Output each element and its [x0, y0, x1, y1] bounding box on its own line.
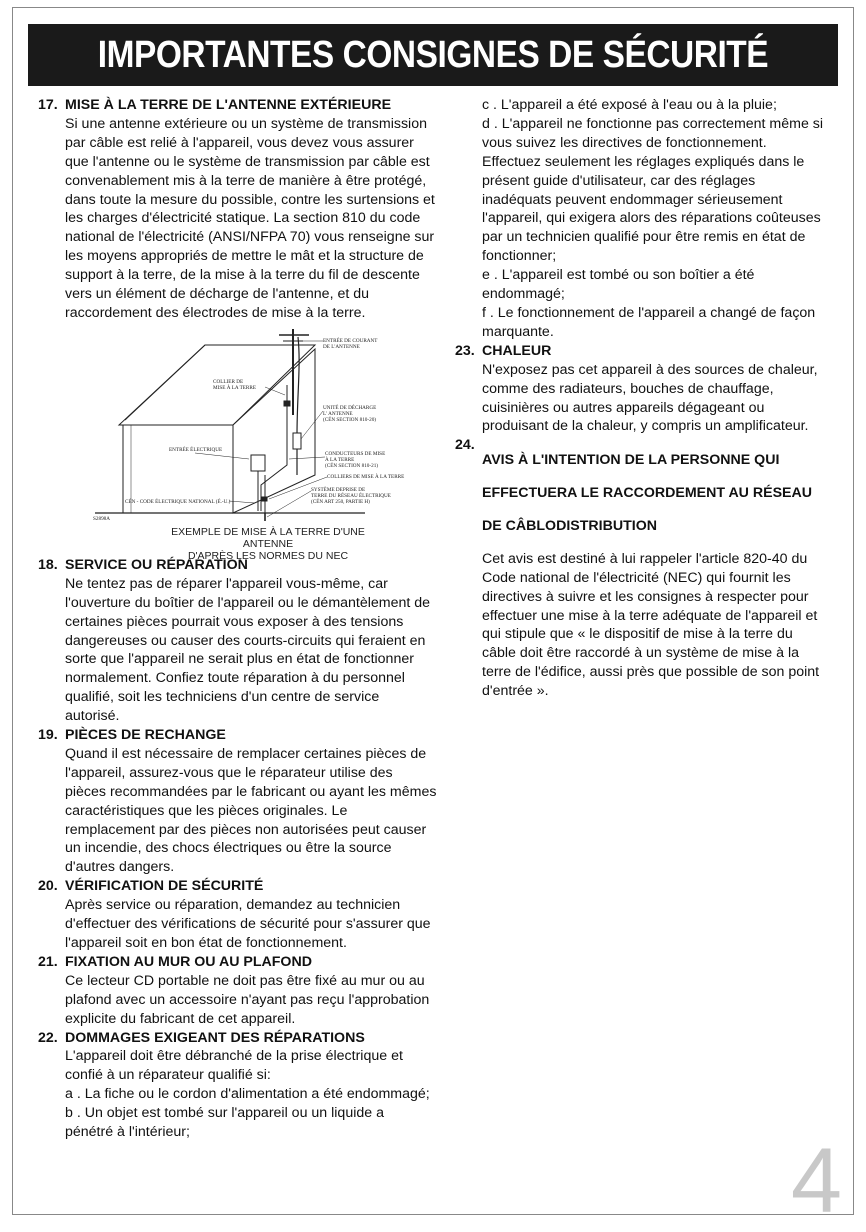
- section-body: [38, 1047, 442, 1142]
- section-body: [38, 745, 442, 877]
- section-21: [38, 953, 442, 1029]
- text-line: dans toute la mesure du possible, contre les surtensions et: [65, 191, 435, 208]
- section-body: [38, 972, 442, 1029]
- text-line: L'appareil doit être débranché de la prise électrique et: [65, 1048, 403, 1065]
- electric-service-box: [251, 455, 265, 471]
- text-line: remplacement par des pièces non autorisées peut causer: [65, 821, 427, 838]
- text-line: Quand il est nécessaire de remplacer certaines pièces de: [65, 745, 427, 762]
- section-23: [455, 342, 830, 437]
- section-heading: DOMMAGES EXIGEANT DES RÉPARATIONS: [65, 1029, 365, 1046]
- section-number: 21.: [38, 953, 58, 970]
- section-body: [455, 361, 830, 437]
- section-heading: MISE À LA TERRE DE L'ANTENNE EXTÉRIEURE: [65, 97, 392, 113]
- section-22: [38, 1029, 442, 1142]
- text-line: pénétré à l'intérieur;: [65, 1124, 190, 1141]
- text-line: Si une antenne extérieure ou un système de transmission: [65, 115, 427, 132]
- section-24: [455, 436, 830, 701]
- label-colliers: COLLIERS DE MISE À LA TERRE: [327, 473, 405, 480]
- text-line: d'entrée ».: [482, 683, 549, 700]
- figure-caption: EXEMPLE DE MISE À LA TERRE D'UNE ANTENNE D'APRÈS LES NORMES DU NEC: [171, 525, 365, 562]
- text-line: l'appareil soit en bon état de fonctionnement.: [65, 935, 347, 951]
- text-line: les moyens appropriés de mettre le mât et la structure de: [65, 248, 424, 265]
- section-title: [455, 342, 830, 361]
- section-number: 17.: [38, 97, 58, 113]
- section-title: [455, 436, 830, 549]
- section-17: [38, 96, 442, 323]
- text-line: vers un élément de décharge de l'antenne, et du: [65, 286, 370, 303]
- page-frame-top: [12, 7, 854, 8]
- text-line: produisant de la chaleur, y compris un amplificateur.: [482, 418, 809, 435]
- text-line: d . L'appareil ne fonctionne pas correctement même si: [482, 115, 824, 132]
- text-line: un incendie, des chocs électriques ou être la source: [65, 840, 392, 857]
- label-entree-electrique: ENTRÉE ÉLECTRIQUE: [169, 446, 223, 453]
- text-line: inadéquats peuvent endommager sérieusement: [482, 191, 783, 208]
- section-title: [38, 726, 442, 745]
- text-line: marquante.: [482, 323, 554, 340]
- text-line: Effectuez seulement les réglages expliqués dans le: [482, 153, 805, 170]
- section-body: [38, 115, 442, 323]
- text-line: autorisé.: [65, 708, 120, 725]
- page-number: 4: [790, 1130, 842, 1232]
- text-line: national de l'électricité (ANSI/NFPA 70) vous renseigne sur: [65, 229, 435, 246]
- label-code: S2898A: [93, 515, 111, 522]
- section-number: 20.: [38, 878, 58, 895]
- label-unite-decharge: UNITÉ DE DÉCHARGE L' ANTENNE (CÉN SECTION 810-20): [323, 404, 377, 423]
- title-banner: [28, 24, 838, 86]
- text-line: AVIS À L'INTENTION DE LA PERSONNE QUI: [482, 451, 780, 468]
- section-title: [38, 953, 442, 972]
- text-line: caractéristiques que les pièces originales. Le: [65, 802, 348, 819]
- text-line: DE CÂBLODISTRIBUTION: [482, 517, 657, 534]
- left-column: [38, 96, 442, 1142]
- text-line: câble doit être raccordé à un système de mise à la: [482, 645, 800, 662]
- section-heading: CHALEUR: [482, 342, 552, 359]
- label-collier: COLLIER DE MISE À LA TERRE: [213, 378, 256, 391]
- text-line: l'ouverture du boîtier de l'appareil ou le démantèlement de: [65, 594, 431, 611]
- text-line: a . La fiche ou le cordon d'alimentation a été endommagé;: [65, 1086, 430, 1103]
- section-body: [38, 575, 442, 726]
- section-body: [455, 96, 830, 342]
- section-heading: [482, 436, 830, 549]
- text-line: raccordement des électrodes de mise à la terre.: [65, 304, 366, 321]
- section-title: [38, 877, 442, 896]
- label-systeme: SYSTÈME DEPRISE DE TERRE DU RÉSEAU ÉLECTRIQUE (CÉN ART 250, PARTIE H): [311, 486, 391, 505]
- section-number: 24.: [455, 437, 475, 454]
- text-line: fonctionner;: [482, 248, 557, 265]
- page-frame-bottom: [12, 1214, 854, 1215]
- discharge-unit: [293, 433, 301, 449]
- label-entree-courant: ENTRÉE DE COURANT DE L'ANTENNE: [323, 337, 378, 350]
- text-line: c . L'appareil a été exposé à l'eau ou à la pluie;: [482, 97, 777, 113]
- text-line: N'exposez pas cet appareil à des sources de chaleur,: [482, 361, 818, 378]
- section-number: 23.: [455, 342, 475, 359]
- section-19: [38, 726, 442, 877]
- section-number: 19.: [38, 727, 58, 744]
- text-line: les charges d'électricité statique. La section 810 du code: [65, 210, 421, 227]
- text-line: convenablement mis à la terre de manière à être protégé,: [65, 172, 427, 189]
- text-line: présent guide d'utilisateur, car des réglages: [482, 172, 756, 189]
- text-line: Cet avis est destiné à lui rappeler l'article 820-40 du: [482, 550, 808, 567]
- section-heading: SERVICE OU RÉPARATION: [65, 556, 248, 573]
- text-line: explicite du fabricant de cet appareil.: [65, 1010, 296, 1027]
- text-line: endommagé;: [482, 286, 565, 303]
- text-line: confié à un réparateur qualifié si:: [65, 1067, 271, 1084]
- text-line: cuisinières ou autres appareils dégageant ou: [482, 399, 765, 416]
- text-line: support à la terre, de la mise à la terre du fil de descente: [65, 267, 420, 284]
- text-line: plafond avec un accessoire n'ayant pas reçu l'approbation: [65, 991, 430, 1008]
- section-body: [455, 550, 830, 701]
- text-line: b . Un objet est tombé sur l'appareil ou un liquide a: [65, 1105, 384, 1122]
- text-line: directives à suivre et les consignes à respecter pour: [482, 588, 809, 605]
- section-18: [38, 556, 442, 726]
- section-22-continued: [455, 96, 830, 342]
- section-title: [38, 1029, 442, 1048]
- text-line: Ce lecteur CD portable ne doit pas être fixé au mur ou au: [65, 972, 425, 989]
- text-line: que l'antenne ou le système de transmission par câble est: [65, 153, 430, 170]
- label-conducteurs: CONDUCTEURS DE MISE À LA TERRE (CÉN SECTION 810-21): [325, 450, 386, 469]
- text-line: vous suivez les directives de fonctionnement.: [482, 134, 767, 151]
- section-number: 18.: [38, 556, 58, 573]
- text-line: d'effectuer des vérifications de sécurité pour s'assurer que: [65, 916, 431, 933]
- antenna-grounding-figure: [65, 325, 442, 562]
- text-line: par un technicien qualifié pour être remis en état de: [482, 229, 806, 246]
- text-line: f . Le fonctionnement de l'appareil a changé de façon: [482, 304, 816, 321]
- text-line: l'appareil, qui exigera alors des réparations coûteuses: [482, 210, 821, 227]
- text-line: Après service ou réparation, demandez au technicien: [65, 897, 401, 914]
- text-line: effectuer une mise à la terre adéquate de l'appareil et: [482, 607, 818, 624]
- text-line: EFFECTUERA LE RACCORDEMENT AU RÉSEAU: [482, 484, 812, 501]
- text-line: l'appareil, assurez-vous que le réparateur utilise des: [65, 764, 393, 781]
- section-heading: PIÈCES DE RECHANGE: [65, 727, 226, 744]
- section-heading: VÉRIFICATION DE SÉCURITÉ: [65, 878, 264, 895]
- section-title: [38, 96, 442, 115]
- text-line: e . L'appareil est tombé ou son boîtier a été: [482, 267, 755, 284]
- text-line: Ne tentez pas de réparer l'appareil vous-même, car: [65, 575, 388, 592]
- section-number: 22.: [38, 1029, 58, 1046]
- section-body: [38, 896, 442, 953]
- page-title: IMPORTANTES CONSIGNES DE SÉCURITÉ: [97, 33, 769, 76]
- text-line: sorte que l'appareil ne serait plus en état de fonctionner: [65, 651, 414, 668]
- page-frame-left: [12, 7, 13, 1215]
- section-20: [38, 877, 442, 953]
- text-line: terre de l'édifice, aussi près que possible de son point: [482, 664, 820, 681]
- section-heading: FIXATION AU MUR OU AU PLAFOND: [65, 953, 312, 970]
- right-column: [455, 96, 830, 701]
- text-line: normalement. Confiez toute réparation à du personnel: [65, 670, 405, 687]
- text-line: qualifié, soit les techniciens d'un centre de service: [65, 689, 380, 706]
- page-frame-right: [853, 7, 854, 1215]
- text-line: pièces recommandées par le fabricant ou ayant les mêmes: [65, 783, 437, 800]
- text-line: comme des radiateurs, bouches de chauffage,: [482, 380, 774, 397]
- label-cen: CÉN - CODE ÉLECTRIQUE NATIONAL (É.-U.): [125, 498, 231, 505]
- text-line: qui stipule que « le dispositif de mise à la terre du: [482, 626, 793, 643]
- text-line: Code national de l'électricité (NEC) qui fournit les: [482, 569, 791, 586]
- text-line: dangereuses ou causer des courts-circuits qui feraient en: [65, 632, 426, 649]
- text-line: d'autres dangers.: [65, 859, 175, 876]
- text-line: certaines pièces pourrait vous exposer à des tensions: [65, 613, 404, 630]
- text-line: par câble est relié à l'appareil, vous devez vous assurer: [65, 134, 414, 151]
